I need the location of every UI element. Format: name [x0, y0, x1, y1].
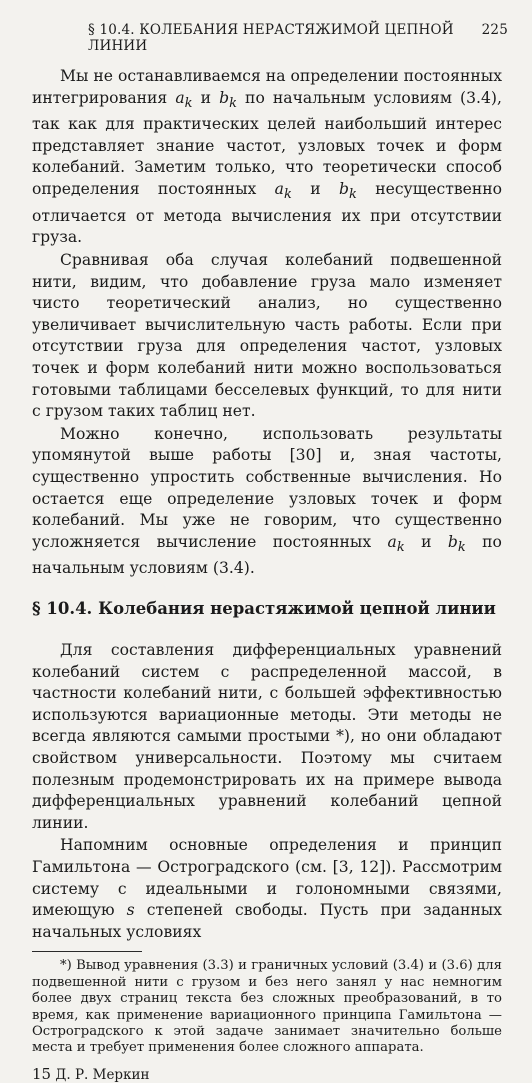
section-title: Колебания нерастяжимой цепной линии: [98, 598, 496, 618]
body-text: [32, 66, 502, 1083]
footnote-divider: [32, 951, 142, 952]
var-b: $b_k$: [338, 180, 357, 203]
paragraph-5: Напомним основные определения и принцип Гамильтона — Остроградского (см. [3, 12]). Рассмотрим систему с идеальными и голономными связями, имеющую s степеней свободы. Пусть при заданных начальных условиях: [32, 836, 502, 941]
signature-number: 15: [32, 1064, 52, 1083]
signature-text: Д. Р. Меркин: [55, 1066, 150, 1083]
var-a: $a_k$: [387, 532, 405, 555]
var-s: s: [126, 901, 135, 920]
section-heading: [32, 598, 502, 620]
signature-mark: [32, 1065, 502, 1083]
paragraph-4: Для составления дифференциальных уравнений колебаний систем с распределенной массой, в частности колебаний нити, с большей эффективностью используются вариационные методы. Эти методы не всегда являются самыми простыми *), но они обладают свойством универсальности. Поэтому мы считаем полезным продемонстрировать их на примере вывода дифференциальных уравнений колебаний цепной линии.: [32, 640, 502, 832]
footnote: *) Вывод уравнения (3.3) и граничных условий (3.4) и (3.6) для подвешенной нити с грузом и без него занял у нас немногим более двух страниц текста без сложных преобразований, в то время, как применение вариационного принципа Гамильтона — Остроградского к этой задаче занимает значительно больше места и требует применения более сложного аппарата.: [32, 958, 502, 1056]
var-b: $b_k$: [447, 532, 466, 555]
paragraph-1: Мы не останавливаемся на определении постоянных интегрирования $a_k$ и $b_k$ по начальным условиям (3.4), так как для практических целей наибольший интерес представляет знание частот, узловых точек и форм колебаний. Заметим только, что теоретически способ определения постоянных $a_k$ и $b_k$ несущественно отличается от метода вычисления их при отсутствии груза.: [32, 67, 503, 247]
paragraph-2: Сравнивая оба случая колебаний подвешенной нити, видим, что добавление груза мало изменяет чисто теоретический анализ, но существенно увеличивает вычислительную часть работы. Если при отсутствии груза для определения частот, узловых точек и форм колебаний нити можно воспользоваться готовыми таблицами бесселевых функций, то для нити с грузом таких таблиц нет.: [32, 250, 502, 421]
section-number: § 10.4.: [32, 598, 93, 618]
var-a: $a_k$: [175, 88, 193, 111]
running-head-title: § 10.4. КОЛЕБАНИЯ НЕРАСТЯЖИМОЙ ЦЕПНОЙ ЛИНИИ: [88, 22, 454, 54]
page-number: 225: [481, 22, 508, 38]
var-a: $a_k$: [274, 180, 292, 203]
paragraph-3: Можно конечно, использовать результаты упомянутой выше работы [30] и, зная частоты, существенно упростить собственные вычисления. Но остается еще определение узловых точек и форм колебаний. Мы уже не говорим, что существенно усложняется вычисление постоянных $a_k$ и $b_k$ по начальным условиям (3.4).: [32, 424, 502, 578]
var-b: $b_k$: [219, 88, 237, 111]
